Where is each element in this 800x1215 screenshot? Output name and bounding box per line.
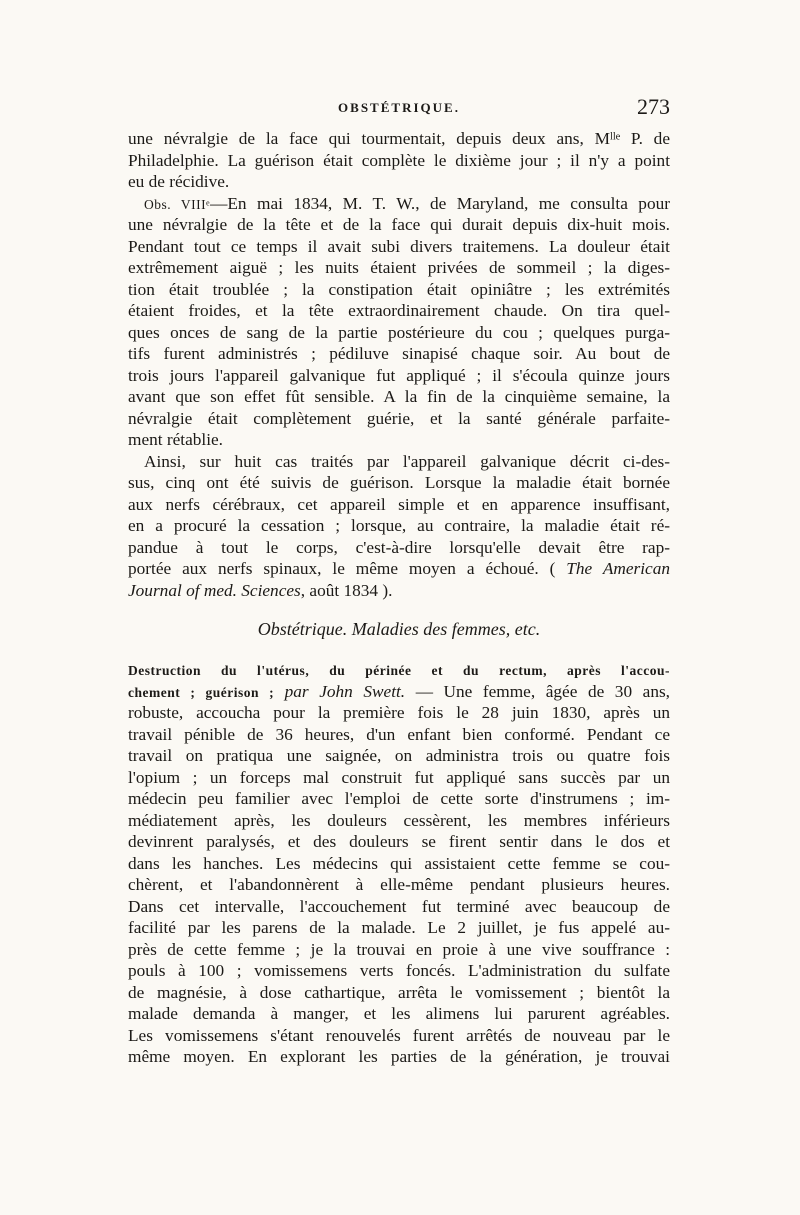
text-line: près de cette femme ; je la trouvai en proie à une vive souffrance : <box>128 939 670 959</box>
citation-journal: The American <box>566 559 671 578</box>
text-line: l'opium ; un forceps mal construit fut appliqué sans succès par un <box>128 767 670 787</box>
text-line: une névralgie de la face qui tourmentait, depuis deux ans, Mˡˡᵉ P. de <box>128 129 670 148</box>
text-line: trois jours l'appareil galvanique fut appliqué ; il s'écoula quinze jours <box>128 365 670 385</box>
paragraph-case-end <box>128 128 670 193</box>
text-line: aux nerfs cérébraux, cet appareil simple et en apparence insuffisant, <box>128 494 670 514</box>
text-line: en a procuré la cessation ; lorsque, au contraire, la maladie était ré- <box>128 516 670 535</box>
text-line: névralgie était complètement guérie, et la santé générale parfaite- <box>128 408 670 428</box>
text-line <box>128 659 670 681</box>
text-line: Pendant tout ce temps il avait subi divers traitemens. La douleur était <box>128 236 670 256</box>
text-line <box>128 681 670 703</box>
article-title-cont: chement ; guérison ; <box>128 684 275 700</box>
text-line <box>128 580 670 602</box>
section-title: Obstétrique. Maladies des femmes, etc. <box>257 619 541 639</box>
citation-journal-cont: Journal of med. Sciences <box>128 580 301 600</box>
text-line: de magnésie, à dose cathartique, arrêta le vomissement ; bientôt la <box>128 982 670 1002</box>
text-line: Les vomissemens s'étant renouvelés furent arrêtés de nouveau par le <box>128 1025 670 1045</box>
text-line: sus, cinq ont été suivis de guérison. Lorsque la maladie était bornée <box>128 473 670 492</box>
page-header <box>128 92 670 122</box>
article-author: par John Swett. <box>284 681 406 701</box>
text-line: tifs furent administrés ; pédiluve sinapisé chaque soir. Au bout de <box>128 344 670 363</box>
observation-label: Obs. VIIIᵉ <box>144 196 211 212</box>
text-line <box>128 558 670 580</box>
page-number: 273 <box>637 94 670 119</box>
text-line: une névralgie de la tête et de la face qui durait depuis dix-huit mois. <box>128 215 670 234</box>
text-line: ment rétablie. <box>128 430 224 449</box>
citation-date: , août 1834 ). <box>300 580 393 600</box>
text-line: même moyen. En explorant les parties de la génération, je trouvai <box>128 1047 670 1066</box>
paragraph-observation-viii <box>128 193 670 451</box>
text-line: pandue à tout le corps, c'est-à-dire lorsqu'elle devait être rap- <box>128 537 670 557</box>
text-line: devinrent paralysés, et des douleurs se firent sentir dans le dos et <box>128 832 670 851</box>
text-line: Ainsi, sur huit cas traités par l'appareil galvanique décrit ci-des- <box>144 451 670 471</box>
text-fragment: portée aux nerfs spinaux, le même moyen a échoué. ( <box>128 559 556 578</box>
text-line: dans les hanches. Les médecins qui assistaient cette femme se cou- <box>128 853 670 873</box>
text-line: Philadelphie. La guérison était complète le dixième jour ; il n'y a point <box>128 150 670 170</box>
text-line: travail pénible de 36 heures, d'un enfant bien conformé. Pendant ce <box>128 724 670 744</box>
text-line: facilité par les parens de la malade. Le 2 juillet, je fus appelé au- <box>128 918 670 937</box>
text-line: travail on pratiqua une saignée, on administra trois ou quatre fois <box>128 746 670 765</box>
text-line: étaient froides, et la tête extraordinairement chaude. On tira quel- <box>128 301 670 320</box>
article-text-start: — Une femme, âgée de 30 ans, <box>415 681 671 701</box>
text-line: Dans cet intervalle, l'accouchement fut terminé avec beaucoup de <box>128 896 670 916</box>
page-body <box>128 128 670 1068</box>
paragraph-summary <box>128 451 670 602</box>
text-line: malade demanda à manger, et les alimens lui parurent agréables. <box>128 1004 670 1023</box>
text-line: tion était troublée ; la constipation était opiniâtre ; les extrémités <box>128 279 670 299</box>
running-head: OBSTÉTRIQUE. <box>338 100 460 115</box>
text-line: chèrent, et l'abandonnèrent à elle-même pendant plusieurs heures. <box>128 875 670 894</box>
text-line: médecin peu familier avec l'emploi de cette sorte d'instrumens ; im- <box>128 789 670 808</box>
text-line: robuste, accoucha pour la première fois le 28 juin 1830, après un <box>128 703 670 722</box>
text-line: avant que son effet fût sensible. A la fin de la cinquième semaine, la <box>128 387 670 406</box>
text-line: pouls à 100 ; vomissemens verts foncés. L'administration du sulfate <box>128 961 670 980</box>
observation-text-start: —En mai 1834, M. T. W., de Maryland, me consulta pour <box>210 193 670 213</box>
article-title: Destruction du l'utérus, du périnée et du rectum, après l'accou- <box>128 663 670 678</box>
text-line: ques onces de sang de la partie postérieure du cou ; quelques purga- <box>128 322 670 342</box>
text-line: médiatement après, les douleurs cessèrent, les membres inférieurs <box>128 810 670 830</box>
text-line: eu de récidive. <box>128 172 230 191</box>
text-line <box>128 193 670 215</box>
text-line: extrêmement aiguë ; les nuits étaient privées de sommeil ; la diges- <box>128 258 670 277</box>
article-destruction-uterus <box>128 659 670 1068</box>
